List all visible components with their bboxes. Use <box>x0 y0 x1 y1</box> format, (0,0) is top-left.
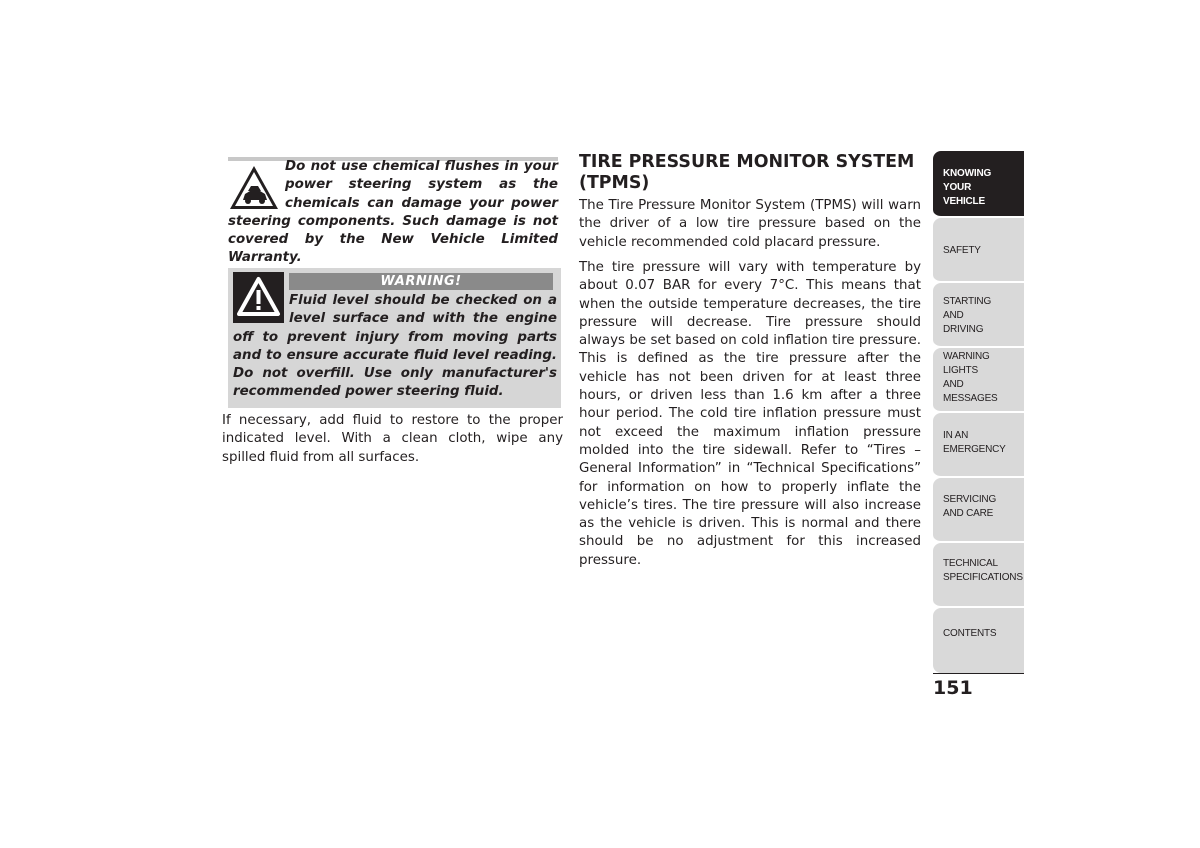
warning-text: Fluid level should be checked on a level surface and with the engine off to prevent injury from moving parts and to ensure accurate fluid level reading. Do not overfill. Use only manufacturer's recommended power steering fluid. <box>233 293 557 400</box>
caution-icon-space <box>228 158 285 210</box>
tab-knowing-your-vehicle[interactable]: KNOWING YOUR VEHICLE <box>933 151 1024 218</box>
section-paragraph-2: The tire pressure will vary with temperature by about 0.07 BAR for every 7°C. This means that when the outside temperature decreases, the tire pressure will decrease. Tire pressure should always be set based on cold inflation tire pressure. This is defined as the tire pressure after the vehicle has not been driven for at least three hours, or driven less than 1.6 km after a three hour period. The cold tire inflation pressure must not exceed the maximum inflation pressure molded into the tire sidewall. Refer to “Tires – General Information” in “Technical Specifications” for information on how to properly inflate the vehicle’s tires. The tire pressure will also increase as the vehicle is driven. This is normal and there should be no adjustment for this increased pressure. <box>579 260 921 568</box>
tab-warning-lights-and-messages[interactable]: WARNING LIGHTS AND MESSAGES <box>933 348 1024 413</box>
tab-technical-specifications[interactable]: TECHNICAL SPECIFICATIONS <box>933 543 1024 608</box>
tab-contents[interactable]: CONTENTS <box>933 608 1024 673</box>
tab-safety[interactable]: SAFETY <box>933 218 1024 283</box>
tab-starting-and-driving[interactable]: STARTING AND DRIVING <box>933 283 1024 348</box>
fluid-instruction-text: If necessary, add fluid to restore to the proper indicated level. With a clean cloth, wipe any spilled fluid from all surfaces. <box>222 413 563 465</box>
tab-servicing-and-care[interactable]: SERVICING AND CARE <box>933 478 1024 543</box>
warning-icon-space <box>233 292 289 328</box>
warning-header: WARNING! <box>289 273 553 290</box>
caution-text-block <box>228 158 558 268</box>
section-heading: TIRE PRESSURE MONITOR SYSTEM (TPMS) <box>579 152 915 193</box>
warning-text-block <box>233 292 557 402</box>
caution-text: Do not use chemical flushes in your power steering system as the chemicals can damage your power steering components. Such damage is not covered by the New Vehicle Limited Warranty. <box>228 159 558 266</box>
tab-in-an-emergency[interactable]: IN AN EMERGENCY <box>933 413 1024 478</box>
tabs-bottom-rule <box>933 673 1024 674</box>
page-number: 151 <box>933 677 973 699</box>
section-paragraph-1: The Tire Pressure Monitor System (TPMS) will warn the driver of a low tire pressure based on the vehicle recommended cold placard pressure. <box>579 198 921 250</box>
